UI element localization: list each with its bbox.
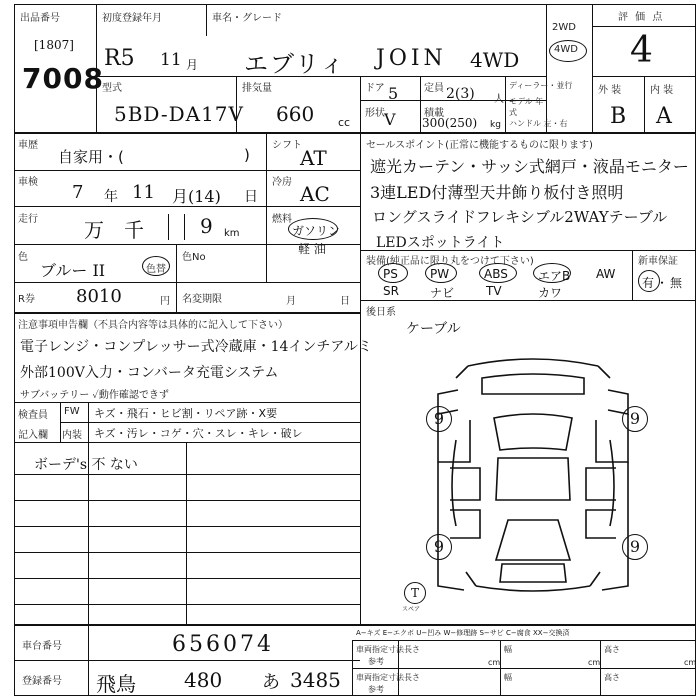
equip-airbag: エアB — [538, 269, 571, 283]
width-label: 幅 — [504, 645, 512, 654]
inspection-year: 7 — [72, 182, 84, 203]
length-label: 長さ — [404, 645, 420, 654]
plate-region: 飛鳥 — [96, 672, 136, 696]
color-change-circle — [142, 256, 170, 276]
seats-unit: 人 — [494, 94, 504, 105]
drive-type: 4WD — [470, 48, 520, 72]
name-change-day-unit: 日 — [340, 296, 350, 307]
registration-era-year: R5 — [104, 46, 135, 71]
plate-kana: あ — [262, 672, 280, 693]
width-label-2: 幅 — [504, 673, 512, 682]
fuel-gasoline-circle — [288, 218, 341, 240]
rear-seat-value: ケーブル — [406, 321, 461, 337]
sales-point-line: 遮光カーテン・サッシ式網戸・液晶モニター — [370, 157, 689, 176]
equip-tv: TV — [486, 284, 502, 298]
inspector-label: 検査員 — [18, 410, 48, 421]
equip-aw: AW — [596, 267, 616, 281]
rear-seat-label: 後日系 — [366, 307, 396, 318]
load-value: 300(250) — [422, 116, 478, 130]
first-registration-label: 初度登録年月 — [102, 13, 162, 24]
sales-point-line: LEDスポットライト — [376, 235, 505, 251]
size-reference: 参考 — [368, 657, 384, 666]
sales-point-line: ロングスライドフレキシブル2WAYテーブル — [372, 208, 668, 226]
recycle-ticket-value: 8010 — [76, 286, 122, 307]
notes-line: 外部100V入力・コンバータ充電システム — [20, 365, 279, 381]
ac-label: 冷房 — [272, 177, 292, 188]
equip-pw: PW — [430, 267, 450, 281]
sales-point-line: 3連LED付薄型天井飾り板付き照明 — [370, 183, 624, 202]
displacement-label: 排気量 — [242, 83, 272, 94]
registration-month: 11 — [160, 50, 182, 70]
cc-unit: cc — [338, 116, 351, 129]
body-label: 形状 — [365, 108, 385, 119]
name-change-label: 名変期限 — [182, 294, 222, 305]
equip-ps-circle — [378, 263, 408, 283]
model-code: 5BD-DA17V — [114, 102, 244, 126]
model-label: 型式 — [102, 83, 122, 94]
tire-front-left-mark: 9 — [426, 406, 452, 432]
mileage-digit: 9 — [200, 214, 213, 238]
seats-label: 定員 — [424, 83, 444, 94]
car-grade: JOIN — [376, 46, 447, 71]
size-label: 車両指定寸法 — [356, 645, 404, 654]
lot-number: 7008 — [22, 62, 104, 95]
length-label-2: 長さ — [404, 673, 420, 682]
shift-label: シフト — [272, 140, 302, 151]
exterior-score: B — [610, 104, 627, 129]
recycle-ticket-label: R券 — [18, 294, 35, 305]
plate-label: 登録番号 — [22, 676, 62, 687]
shift-value: AT — [300, 146, 327, 170]
plate-number: 3485 — [290, 668, 341, 692]
inspection-label: 車検 — [18, 177, 38, 188]
color-value: ブルー II — [40, 261, 106, 280]
warranty-separator: ・ — [656, 276, 669, 290]
equip-leather: カワ — [538, 286, 563, 300]
inspection-day-unit: 日 — [244, 189, 258, 205]
displacement-value: 660 — [276, 102, 315, 126]
lot-code: [1807] — [34, 38, 74, 52]
equip-abs-circle — [479, 263, 517, 283]
sales-points-heading: セールスポイント(正常に機能するものに限ります) — [366, 140, 593, 151]
fuel-light-oil: 軽 油 — [298, 242, 326, 256]
car-name: エブリィ — [244, 50, 347, 78]
inspection-month: 11 — [132, 182, 155, 203]
height-label-2: 高さ — [604, 673, 620, 682]
color-label: 色 — [18, 252, 28, 263]
load-label: 積載 — [424, 108, 444, 119]
equip-ps: PS — [383, 267, 398, 281]
new-car-warranty-label: 新車保証 — [638, 256, 678, 267]
interior-score: A — [656, 104, 672, 129]
size-reference-2: 参考 — [368, 685, 384, 694]
tire-rear-left-mark: 9 — [426, 534, 452, 560]
name-change-month-unit: 月 — [286, 296, 296, 307]
inspection-day: 月(14) — [172, 187, 221, 206]
doors-value: 5 — [388, 84, 399, 103]
tire-rear-right-mark: 9 — [622, 534, 648, 560]
km-unit: km — [224, 228, 240, 239]
dealer-label: ディーラー・並行 — [509, 81, 573, 90]
plate-class: 480 — [184, 668, 223, 692]
exterior-label: 外 装 — [598, 85, 622, 96]
fuel-label: 燃料 — [272, 214, 292, 225]
fw-defect-list: キズ・飛石・ヒビ割・リペア跡・X要 — [94, 407, 278, 420]
interior-label: 内 装 — [650, 85, 674, 96]
fw-label: FW — [64, 406, 80, 417]
height-unit: cm — [684, 658, 697, 667]
seats-value: 2(3) — [446, 86, 475, 102]
height-label: 高さ — [604, 645, 620, 654]
damage-legend: A−キズ E−エクボ U−凹み W−修理跡 S−サビ C−腐食 XX−交換済 — [356, 629, 570, 637]
rating-label: 評 価 点 — [618, 12, 665, 23]
notes-line: 電子レンジ・コンプレッサー式冷蔵庫・14インチアルミ — [20, 339, 372, 355]
interior-inspection-label: 内装 — [62, 430, 82, 441]
inspector-entry-label: 記入欄 — [18, 430, 48, 441]
equipment-heading: 装備(純正品に限り丸をつけて下さい) — [366, 256, 534, 267]
equip-airbag-circle — [533, 263, 571, 283]
spare-tire-mark: T — [404, 582, 426, 604]
color-change-label: 色替 — [146, 264, 166, 275]
car-damage-diagram — [398, 350, 668, 610]
equip-pw-circle — [425, 263, 457, 283]
chassis-number-label: 車台番号 — [22, 641, 62, 652]
length-unit: cm — [488, 658, 501, 667]
drive-4wd-option: 4WD — [554, 44, 578, 55]
car-name-label: 車名・グレード — [212, 13, 282, 24]
month-unit: 月 — [186, 58, 199, 72]
width-unit: cm — [588, 658, 601, 667]
mileage-man-unit: 万 — [84, 218, 104, 242]
overall-score: 4 — [630, 30, 653, 71]
lot-number-label: 出品番号 — [20, 13, 60, 24]
mileage-label: 走行 — [18, 214, 38, 225]
fuel-gasoline: ガソリン — [292, 224, 341, 238]
ac-value: AC — [300, 182, 330, 206]
mileage-sen-unit: 千 — [124, 218, 144, 242]
model-year-label: モデル 年式 — [509, 97, 544, 117]
warranty-yes-circle — [638, 270, 660, 292]
warranty-yes: 有 — [642, 276, 655, 290]
equip-sr: SR — [383, 284, 399, 298]
mileage-separator — [168, 214, 169, 240]
yen-unit: 円 — [160, 296, 170, 307]
body-type-value: V — [384, 110, 396, 129]
doors-label: ドア — [365, 83, 385, 94]
equip-navi: ナビ — [430, 286, 455, 300]
handle-label: ハンドル 左・右 — [509, 119, 568, 128]
inspector-note: ボーデ's 不 ない — [34, 457, 138, 473]
inspection-year-unit: 年 — [104, 189, 118, 205]
load-unit: kg — [490, 120, 501, 130]
warranty-no: 無 — [670, 276, 683, 290]
interior-defect-list: キズ・汚レ・コゲ・穴・スレ・キレ・破レ — [94, 427, 303, 440]
chassis-number-value: 656074 — [172, 632, 274, 657]
size-label-2: 車両指定寸法 — [356, 673, 404, 682]
color-number-label: 色No — [182, 252, 206, 263]
history-label: 車歴 — [18, 140, 38, 151]
equip-abs: ABS — [484, 267, 508, 281]
spare-tire-label: スペア — [402, 606, 421, 613]
notes-line: サブバッテリー ✓動作確認できず — [20, 390, 169, 401]
history-close: ) — [244, 146, 250, 164]
history-value: 自家用・( — [58, 148, 124, 166]
drive-2wd-option: 2WD — [552, 22, 576, 33]
drive-4wd-circle — [549, 40, 587, 62]
mileage-separator — [184, 214, 185, 240]
tire-front-right-mark: 9 — [622, 406, 648, 432]
notes-heading: 注意事項申告欄（不具合内容等は具体的に記入して下さい） — [18, 320, 288, 331]
